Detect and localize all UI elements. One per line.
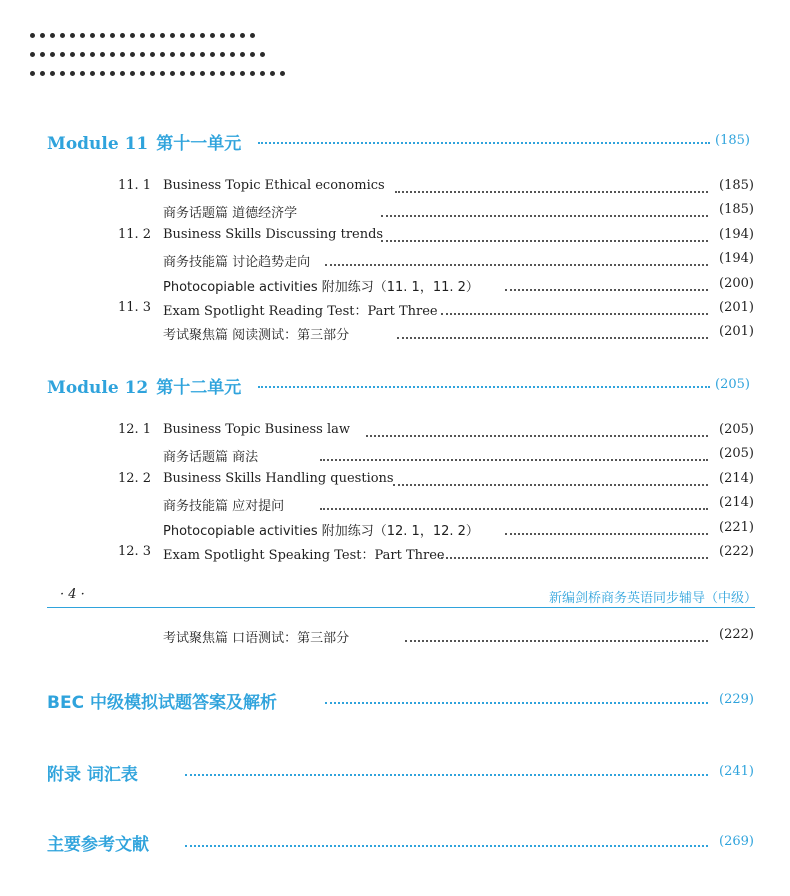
toc-entry-title: Business Skills Handling questions bbox=[163, 470, 394, 486]
toc-entry-page: (185) bbox=[719, 202, 754, 218]
dot bbox=[160, 33, 165, 38]
toc-entry-title: Exam Spotlight Reading Test：Part Three bbox=[163, 304, 438, 319]
dot bbox=[100, 33, 105, 38]
dot bbox=[40, 71, 45, 76]
dot bbox=[180, 52, 185, 57]
module-heading[interactable] bbox=[47, 129, 241, 154]
dot bbox=[70, 52, 75, 57]
dot bbox=[150, 52, 155, 57]
dot bbox=[170, 52, 175, 57]
dotted-leader bbox=[185, 774, 708, 776]
module-title-en: Module 11 bbox=[47, 134, 149, 154]
dotted-leader bbox=[441, 313, 708, 315]
dotted-leader bbox=[320, 459, 708, 461]
section-page-number: (269) bbox=[719, 834, 754, 849]
dot bbox=[210, 52, 215, 57]
dotted-leader bbox=[185, 845, 708, 847]
dot bbox=[70, 33, 75, 38]
toc-entry-page: (194) bbox=[719, 251, 754, 267]
dotted-leader bbox=[405, 640, 708, 642]
dot bbox=[120, 71, 125, 76]
toc-entry-title: Business Topic Business law bbox=[163, 422, 351, 437]
toc-entry-page: (205) bbox=[719, 446, 754, 462]
toc-entry-title: 商务技能篇 讨论趋势走向 bbox=[163, 255, 311, 271]
dot bbox=[50, 33, 55, 38]
dot bbox=[80, 52, 85, 57]
dot bbox=[210, 33, 215, 38]
dot bbox=[90, 71, 95, 76]
dotted-leader bbox=[320, 508, 708, 510]
dot bbox=[50, 52, 55, 57]
toc-entry-page: (185) bbox=[719, 178, 754, 193]
dotted-leader bbox=[381, 215, 708, 217]
dot bbox=[60, 33, 65, 38]
dot bbox=[250, 33, 255, 38]
dotted-leader bbox=[393, 484, 708, 486]
dot bbox=[190, 52, 195, 57]
toc-entry-title: Business Skills Discussing trends bbox=[163, 226, 384, 242]
section-page-number: (241) bbox=[719, 764, 754, 779]
dot bbox=[100, 71, 105, 76]
toc-entry-page: (205) bbox=[719, 422, 754, 437]
dot bbox=[130, 52, 135, 57]
module-heading[interactable] bbox=[47, 373, 241, 398]
toc-entry-title: 商务话题篇 道德经济学 bbox=[163, 206, 298, 222]
dot bbox=[30, 52, 35, 57]
dot bbox=[40, 33, 45, 38]
toc-entry-page: (222) bbox=[719, 627, 754, 642]
dot bbox=[200, 52, 205, 57]
toc-entry-title: 考试聚焦篇 口语测试：第三部分 bbox=[163, 631, 350, 646]
dot bbox=[30, 71, 35, 76]
dotted-leader bbox=[366, 435, 708, 437]
toc-entry-number: 11. 2 bbox=[118, 226, 152, 242]
dot bbox=[280, 71, 285, 76]
dot bbox=[230, 52, 235, 57]
toc-entry-title: Photocopiable activities 附加练习（12. 1，12. 2） bbox=[163, 523, 479, 539]
dot bbox=[170, 71, 175, 76]
module-page-number: (185) bbox=[715, 133, 750, 148]
toc-entry-page: (221) bbox=[719, 519, 754, 535]
dotted-leader bbox=[258, 142, 710, 144]
module-page-number: (205) bbox=[715, 377, 750, 392]
dotted-leader bbox=[258, 386, 710, 388]
toc-entry-number: 11. 3 bbox=[118, 300, 152, 315]
toc-entry-page: (201) bbox=[719, 300, 754, 315]
module-title-en: Module 12 bbox=[47, 378, 149, 398]
dot bbox=[120, 52, 125, 57]
dot bbox=[170, 33, 175, 38]
toc-entry-number: 12. 3 bbox=[118, 544, 152, 559]
dot bbox=[250, 71, 255, 76]
module-title-cn: 第十二单元 bbox=[156, 378, 242, 398]
toc-entry-title: Exam Spotlight Speaking Test：Part Three bbox=[163, 548, 445, 563]
dot bbox=[160, 52, 165, 57]
dot bbox=[80, 33, 85, 38]
dot bbox=[140, 33, 145, 38]
toc-entry-page: (194) bbox=[719, 226, 754, 242]
dot bbox=[130, 71, 135, 76]
dot bbox=[200, 33, 205, 38]
toc-entry-page: (201) bbox=[719, 324, 754, 340]
book-title: 新编剑桥商务英语同步辅导（中级） bbox=[548, 591, 757, 606]
dot bbox=[210, 71, 215, 76]
dot bbox=[160, 71, 165, 76]
module-title-cn: 第十一单元 bbox=[156, 134, 242, 154]
dot bbox=[230, 33, 235, 38]
dot bbox=[270, 71, 275, 76]
dotted-leader bbox=[381, 240, 708, 242]
toc-entry-number: 12. 1 bbox=[118, 422, 152, 437]
dot bbox=[90, 33, 95, 38]
dot bbox=[110, 33, 115, 38]
dotted-leader bbox=[325, 264, 708, 266]
dot bbox=[130, 33, 135, 38]
dot bbox=[260, 52, 265, 57]
dot bbox=[110, 71, 115, 76]
dot bbox=[220, 33, 225, 38]
dot bbox=[50, 71, 55, 76]
toc-entry-page: (214) bbox=[719, 470, 754, 486]
toc-entry-title: Photocopiable activities 附加练习（11. 1，11. 2） bbox=[163, 279, 479, 295]
dotted-leader bbox=[505, 533, 708, 535]
dot bbox=[230, 71, 235, 76]
toc-entry-page: (200) bbox=[719, 275, 754, 291]
dot bbox=[70, 71, 75, 76]
toc-entry-title: 商务话题篇 商法 bbox=[163, 450, 259, 466]
dotted-leader bbox=[325, 702, 708, 704]
dot bbox=[60, 52, 65, 57]
toc-entry-title: 商务技能篇 应对提问 bbox=[163, 499, 285, 515]
dot bbox=[200, 71, 205, 76]
dot bbox=[110, 52, 115, 57]
toc-entry-title: 考试聚焦篇 阅读测试：第三部分 bbox=[163, 328, 350, 344]
dot bbox=[240, 33, 245, 38]
page-number-label: · 4 · bbox=[60, 587, 85, 602]
dot bbox=[30, 33, 35, 38]
toc-entry-number: 12. 2 bbox=[118, 470, 152, 486]
dot bbox=[220, 71, 225, 76]
toc-entry-number: 11. 1 bbox=[118, 178, 152, 193]
dot bbox=[150, 33, 155, 38]
dot bbox=[180, 71, 185, 76]
dotted-leader bbox=[441, 557, 708, 559]
dot bbox=[150, 71, 155, 76]
dot bbox=[250, 52, 255, 57]
dot bbox=[140, 71, 145, 76]
dot bbox=[100, 52, 105, 57]
section-title: 附录 词汇表 bbox=[47, 765, 138, 785]
dot bbox=[180, 33, 185, 38]
section-title: 主要参考文献 bbox=[47, 835, 149, 855]
section-title: BEC 中级模拟试题答案及解析 bbox=[47, 693, 277, 713]
toc-entry-page: (222) bbox=[719, 544, 754, 559]
dotted-leader bbox=[397, 337, 708, 339]
dot bbox=[240, 71, 245, 76]
dot bbox=[120, 33, 125, 38]
section-page-number: (229) bbox=[719, 692, 754, 707]
dot bbox=[90, 52, 95, 57]
dot bbox=[190, 71, 195, 76]
dot bbox=[190, 33, 195, 38]
dot bbox=[40, 52, 45, 57]
dot bbox=[240, 52, 245, 57]
dot bbox=[260, 71, 265, 76]
dot bbox=[60, 71, 65, 76]
dot bbox=[80, 71, 85, 76]
dot bbox=[140, 52, 145, 57]
dotted-leader bbox=[505, 289, 708, 291]
dot bbox=[220, 52, 225, 57]
toc-entry-title: Business Topic Ethical economics bbox=[163, 178, 385, 193]
footer-divider bbox=[47, 607, 755, 608]
dotted-leader bbox=[395, 191, 708, 193]
toc-entry-page: (214) bbox=[719, 495, 754, 511]
